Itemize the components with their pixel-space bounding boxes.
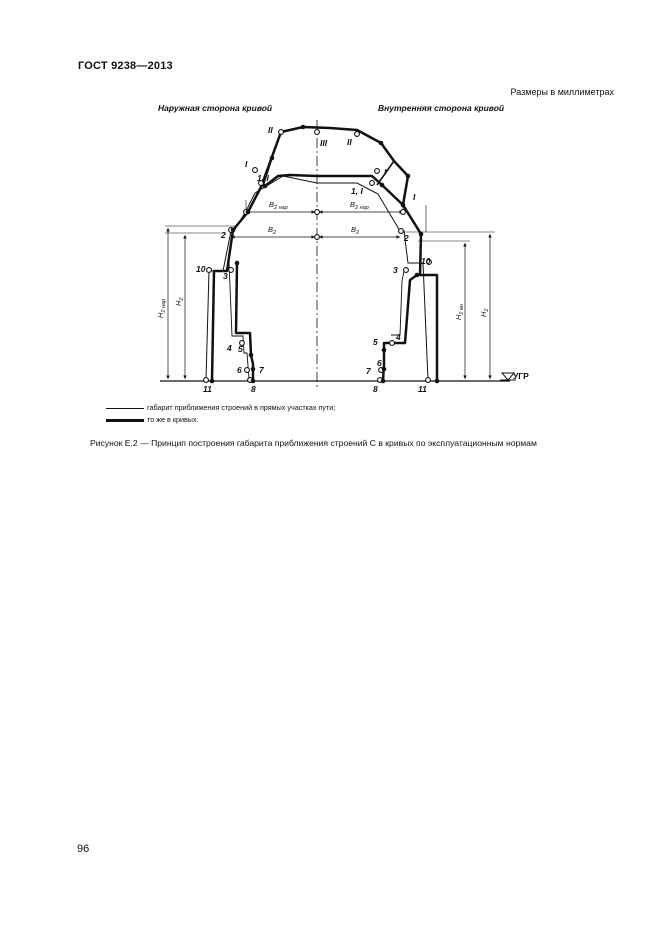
dim-h2-right-label: $H_2$ — [479, 308, 490, 317]
label-point-10-left: 10 — [196, 264, 206, 274]
label-zone-II-left: II — [268, 125, 273, 135]
dim-b2nar-left-label: $B_{2 нар}$ — [269, 200, 288, 211]
label-point-8-left: 8 — [251, 384, 256, 394]
label-point-5-left: 5 — [238, 344, 243, 354]
dim-b2nar-right-label: $B_{2 нар}$ — [350, 200, 369, 211]
label-point-8-right: 8 — [373, 384, 378, 394]
label-zone-I-right: I — [384, 167, 387, 177]
page-number: 96 — [77, 843, 90, 855]
label-point-11-right: 11 — [418, 384, 427, 394]
label-point-3-right: 3 — [393, 265, 398, 275]
label-point-11-left: 11 — [203, 384, 212, 394]
label-point-6-left: 6 — [237, 365, 242, 375]
label-zone-1I-right: 1, I — [351, 186, 363, 196]
label-point-3-left: 3 — [223, 271, 228, 281]
dim-b2-left-label: $B_2$ — [268, 225, 277, 236]
document-header: ГОСТ 9238—2013 — [78, 60, 173, 72]
legend-thick-row — [106, 415, 199, 425]
dim-h2-left-label: $H_2$ — [174, 297, 185, 306]
inner-side-label: Внутренняя сторона кривой — [378, 103, 505, 113]
label-point-2-right: 2 — [404, 233, 409, 243]
label-point-4-right: 4 — [396, 332, 401, 342]
legend-thick-text: то же в кривых. — [147, 415, 199, 424]
label-point-2-left: 2 — [221, 230, 226, 240]
legend-thin-row — [106, 403, 335, 413]
label-point-6-right: 6 — [377, 358, 382, 368]
label-zone-I-left: I — [245, 159, 248, 169]
label-point-4-left: 4 — [227, 343, 232, 353]
label-point-7-right: 7 — [366, 366, 371, 376]
legend-thin-line — [106, 408, 144, 409]
dim-h2nar-label: $H_{2 нар}$ — [156, 298, 167, 318]
legend-thick-line — [106, 419, 144, 422]
outer-side-label: Наружная сторона кривой — [158, 103, 273, 113]
label-zone-II-right: II — [347, 137, 352, 147]
label-zone-III: III — [320, 138, 328, 148]
figure-caption: Рисунок Е.2 — Принцип построения габарита приближения строений С в кривых по эксплуатационным нормам — [90, 438, 537, 448]
rail-level-label: УГР — [513, 371, 529, 381]
units-note: Размеры в миллиметрах — [510, 87, 614, 97]
label-point-10-right: 10 — [421, 256, 431, 266]
legend-thin-text: габарит приближения строений в прямых участках пути; — [147, 403, 336, 412]
dim-b2-right-label: $B_2$ — [351, 225, 360, 236]
label-zone-I-right-lower: I — [413, 192, 416, 202]
label-point-5-right: 5 — [373, 337, 378, 347]
dim-h2vn-label: $H_{2 вн}$ — [454, 304, 465, 320]
label-zone-1I-left: 1, I — [257, 173, 269, 183]
label-point-7-left: 7 — [259, 365, 264, 375]
